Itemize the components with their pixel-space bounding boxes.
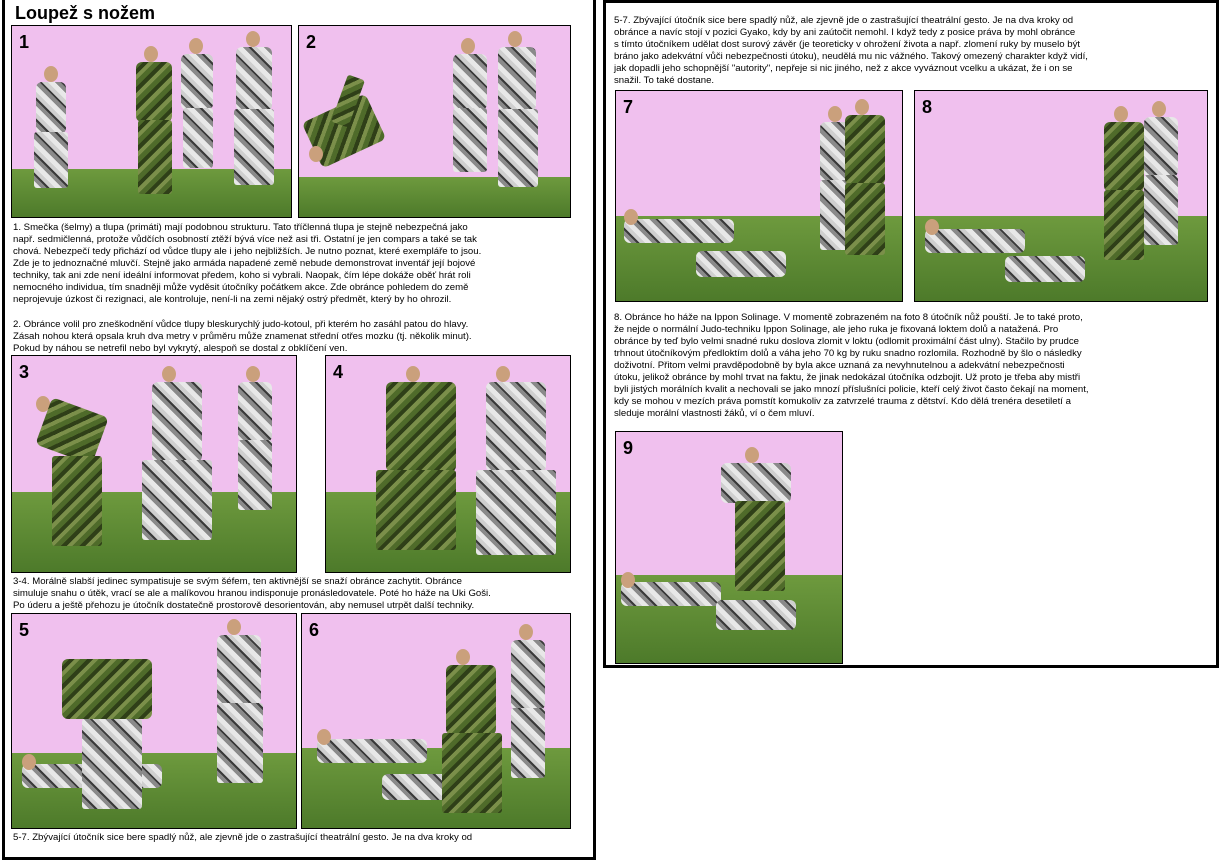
caption-8: 8. Obránce ho háže na Ippon Solinage. V momentě zobrazeném na foto 8 útočník nůž pouští. Je to také proto, že nejde o normální Judo-techniku Ippon Solinage, ale jeho ruka je fixovaná loktem dolů a natažená. Pro obránce by teď bylo velmi snadné ruku doslova zlomit v loktu (odlomit proximální část ulny). Stačilo by prudce trhnout útočníkovým předloktím dolů a váha jeho 70 kg by ruku snadno rozlomila. Rozhodně by šlo o následky doživotní. Přitom velmi pravděpodobně by byla akce uznaná za nevyhnutelnou a adekvátní nebezpečnosti útoku, jelikož obránce by mohl trvat na faktu, že jinak nedokázal útočníka odzbojit. Už proto je třeba aby mistři byli jistých morálních kvalit a nechovali se jako mnozí příslušníci policie, kteří celý život často čekají na moment, kdy se mohou v mezích práva pomstít komukoliv za zatvrzelé trauma z dětství. Kdo dělá trenéra desetiletí a sleduje morální vlastnosti žáků, ví o čem mluví.: [614, 312, 1089, 419]
page-right: [603, 0, 1219, 668]
photo-number: 4: [333, 362, 344, 382]
page-title: Loupež s nožem: [15, 3, 156, 23]
photo-3: [11, 355, 297, 573]
photo-8: [914, 90, 1208, 302]
photo-number: 3: [19, 362, 30, 382]
caption-2: 2. Obránce volil pro zneškodnění vůdce tlupy bleskurychlý judo-kotoul, při kterém ho zasáhl patou do hlavy. Zásah nohou která opsala kruh dva metry v průměru může znamenat střední otřes mozku (tj. několik minut). Pokud by náhou se netrefil nebo byl vykrytý, alespoň se dostal z obklíčení ven.: [13, 319, 472, 354]
photo-1: [11, 25, 292, 218]
photo-number: 1: [19, 32, 30, 52]
photo-number: 7: [623, 97, 634, 117]
caption-5-7-start: 5-7. Zbývající útočník sice bere spadlý nůž, ale zjevně jde o zastrašující theatrální gesto. Je na dva kroky od: [13, 832, 473, 843]
photo-4: [325, 355, 571, 573]
photo-number: 8: [922, 97, 933, 117]
caption-1: 1. Smečka (šelmy) a tlupa (primáti) mají podobnou strukturu. Tato tříčlenná tlupa je stejně nebezpečná jako např. sedmičlenná, protože vůdčích osobností ztěží bývá více než asi tři. Ostatní je jen compars a také se tak chová. Nebezpečí tedy přichází od vůdce tlupy ale i jeho nejbližších. Je nutno poznat, které exempláře to jsou. Zde je to jednoznačné mluvčí. Stejně jako armáda napadené země nebude demonstrovat inventář její bojové techniky, tak ani zde není ideální informovat předem, koho si vybrali. Naopak, čím lépe dokáže oběť hrát roli nemocného individua, tím snadněji může vyděsit útočníky počátkem akce. Zde obránce pohledem do země neprojevuje úzkost či rezignaci, ale kontroluje, není-li na zemi nějaký ostrý předmět, který by ho ohrozil.: [13, 222, 482, 305]
photo-2: [298, 25, 571, 218]
photo-9: [615, 431, 843, 664]
page-left: [2, 0, 596, 860]
caption-3-4: 3-4. Morálně slabší jedinec sympatisuje se svým šéfem, ten aktivnější se snaží obránce zachytit. Obránce simuluje snahu o útěk, vrací se ale a malíkovou hranou indisponuje pronásledovatele. Poté ho háže na Uki Goši. Po úderu a ještě přehozu je útočník dostatečně prostorově desorientován, aby nemusel utrpět další techniky.: [13, 576, 491, 611]
photo-number: 9: [623, 438, 634, 458]
caption-5-7: 5-7. Zbývající útočník sice bere spadlý nůž, ale zjevně jde o zastrašující theatrální gesto. Je na dva kroky od obránce a navíc stojí v pozici Gyako, kdy by ani zaútočit nemohl. I když tedy z posice práva by mohl obránce s tímto útočníkem udělat dost surový závěr (je teoreticky v ohrožení života a např. zlomení ruky by muselo být bráno jako adekvátní vůči nebezpečnosti útoku), neudělá mu nic vážného. Takový omezený charakter když vidí, jak dopadli jeho schopnější "autority", nepřeje si nic jiného, než z akce vyváznout vcelku a ukázat, že i on se snažil. To také dostane.: [614, 15, 1088, 86]
photo-number: 2: [306, 32, 317, 52]
photo-number: 5: [19, 620, 30, 640]
photo-6: [301, 613, 571, 829]
photo-number: 6: [309, 620, 320, 640]
photo-5: [11, 613, 297, 829]
photo-7: [615, 90, 903, 302]
